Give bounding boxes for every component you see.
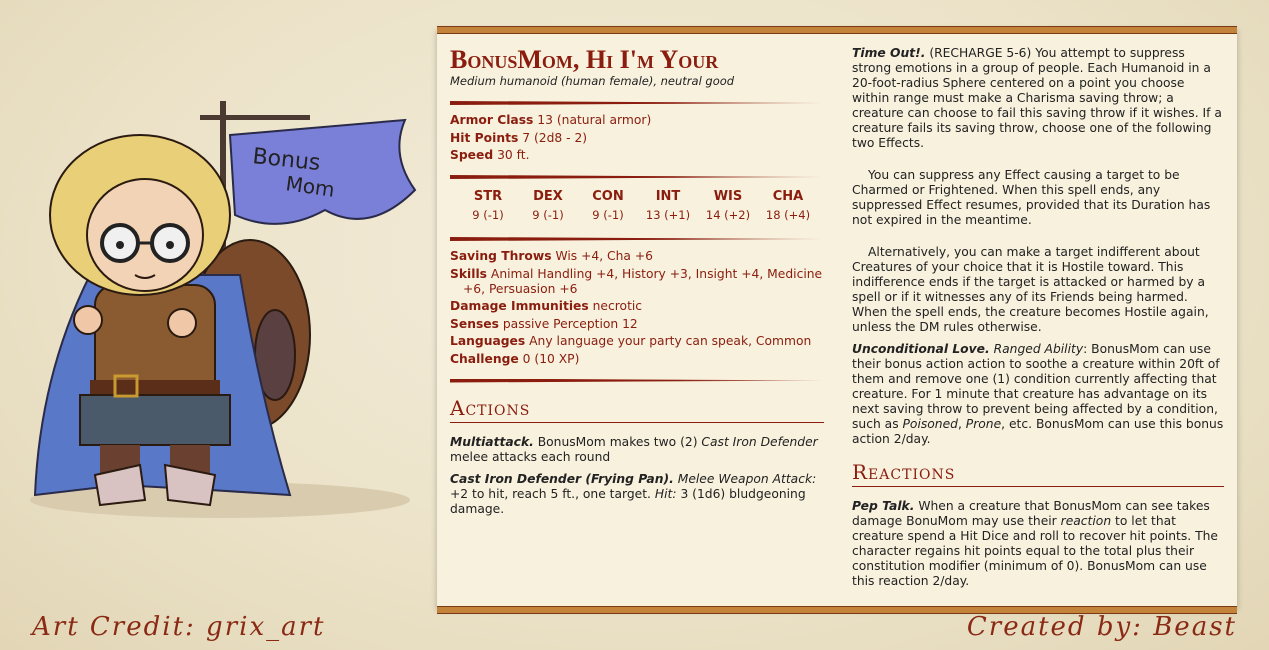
action-time-out: Time Out!. (RECHARGE 5-6) You attempt to suppress strong emotions in a group of people. Each Humanoid in a 20-foot-radius Sphere centered on a point you choose within range must make a Charisma saving throw; a creature can choose to fail this saving throw if it wishes. If a creature fails its saving throw, choose one of the following two Effects. <box>852 46 1222 150</box>
stat-block-right-column <box>852 46 1224 596</box>
saving-throws: Saving Throws Wis +4, Cha +6 <box>450 249 654 263</box>
banner-text-line2: Mom <box>284 171 337 202</box>
actions-heading-rule <box>450 422 824 423</box>
actions-heading: Actions <box>450 395 531 420</box>
action-multiattack: Multiattack. BonusMom makes two (2) Cast Iron Defender melee attacks each round <box>450 434 818 464</box>
ability-scores <box>450 187 824 225</box>
divider <box>450 101 824 105</box>
art-credit: Art Credit: grix_art <box>32 612 326 642</box>
stat-block-left-column <box>450 46 824 524</box>
monster-name: BonusMom, Hi I'm Your <box>450 45 719 74</box>
ability-str: STR 9 (-1) <box>472 189 504 222</box>
banner-text-line1: Bonus <box>251 144 322 177</box>
stat-block-top-border <box>437 26 1237 34</box>
senses: Senses passive Perception 12 <box>450 316 638 331</box>
ability-cha: CHA 18 (+4) <box>765 189 811 222</box>
monster-subtitle: Medium humanoid (human female), neutral good <box>450 74 735 88</box>
divider <box>450 379 824 383</box>
reactions-heading-rule <box>852 486 1224 487</box>
ability-wis: WIS 14 (+2) <box>705 189 751 222</box>
creator-credit: Created by: Beast <box>966 612 1237 642</box>
divider <box>450 175 824 179</box>
divider <box>450 237 824 241</box>
speed: Speed 30 ft. <box>450 148 530 162</box>
hit-points: Hit Points 7 (2d8 - 2) <box>450 130 588 145</box>
ability-con: CON 9 (-1) <box>592 189 624 222</box>
stat-block <box>437 30 1237 610</box>
reaction-pep-talk: Pep Talk. When a creature that BonusMom can see takes damage BonuMom may use their reaction to let that creature spend a Hit Dice and roll to recover hit points. The character regains hit points equal to the total plus their constitution modifier (minimum of 0). BonusMom can use this reaction 2/day. <box>852 499 1218 588</box>
ability-dex: DEX 9 (-1) <box>532 189 564 222</box>
reactions-heading: Reactions <box>852 460 956 484</box>
skills: Skills Animal Handling +4, History +3, Insight +4, Medicine +6, Persuasion +6 <box>450 266 823 296</box>
action-cast-iron-defender: Cast Iron Defender (Frying Pan). Melee Weapon Attack: +2 to hit, reach 5 ft., one target. Hit: 3 (1d6) bludgeoning damage. <box>450 471 817 516</box>
time-out-effect-1: You can suppress any Effect causing a target to be Charmed or Frightened. When this spell ends, any suppressed Effect resumes, provided that its Duration has not expired in the meantime. <box>852 168 1211 227</box>
armor-class: Armor Class 13 (natural armor) <box>450 113 652 127</box>
character-illustration <box>20 95 430 525</box>
time-out-effect-2: Alternatively, you can make a target indifferent about Creatures of your choice that it is Hostile toward. This indifference ends if the target is attacked or harmed by a spell or if it witnesses any of its Friends being harmed. When the spell ends, the creature becomes Hostile again, unless the DM rules otherwise. <box>852 245 1209 334</box>
languages: Languages Any language your party can speak, Common <box>450 334 812 348</box>
ability-int: INT 13 (+1) <box>645 189 691 222</box>
challenge: Challenge 0 (10 XP) <box>450 351 580 366</box>
action-unconditional-love: Unconditional Love. Ranged Ability: BonusMom can use their bonus action action to soothe a creature within 20ft of them and remove one (1) condition currently affecting that creature. For 1 minute that creature has advantage on its next saving throw to prevent being affected by a condition, such as Poisoned, Prone, etc. BonusMom can use this bonus action 2/day. <box>852 342 1224 446</box>
damage-immunities: Damage Immunities necrotic <box>450 299 643 313</box>
